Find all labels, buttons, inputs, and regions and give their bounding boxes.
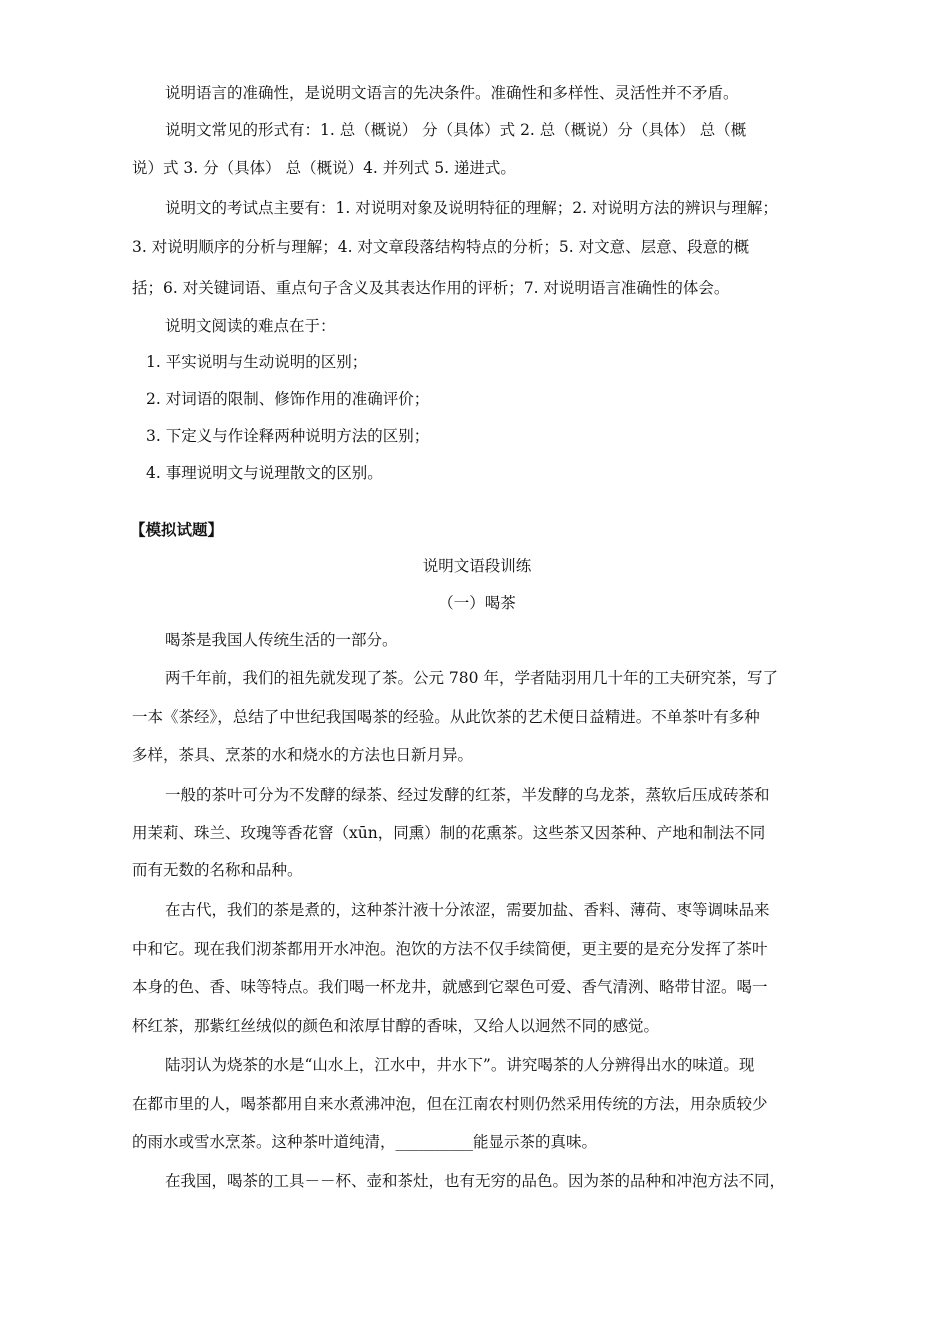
paragraph-6-line-1: 在我国，喝茶的工具－－杯、壶和茶灶，也有无穷的品色。因为茶的品种和冲泡方法不同，: [165, 1172, 786, 1190]
intro-line-1: 说明语言的准确性，是说明文语言的先决条件。准确性和多样性、灵活性并不矛盾。: [165, 84, 739, 102]
intro-line-6: 括；6. 对关键词语、重点句子含义及其表达作用的评析；7. 对说明语言准确性的体会。: [132, 279, 730, 297]
list-item: 2. 对词语的限制、修饰作用的准确评价；: [146, 390, 430, 408]
article-subtitle: （一）喝茶: [438, 594, 516, 612]
intro-line-4: 说明文的考试点主要有：1. 对说明对象及说明特征的理解；2. 对说明方法的辨识与理解；: [165, 199, 778, 217]
paragraph-3-line-2: 用茉莉、珠兰、玫瑰等香花窨（xūn，同熏）制的花熏茶。这些茶又因茶种、产地和制法不同: [132, 824, 766, 842]
paragraph-4-line-4: 杯红茶，那紫红丝绒似的颜色和浓厚甘醇的香味，又给人以迥然不同的感觉。: [132, 1017, 660, 1035]
paragraph-2-line-2: 一本《茶经》，总结了中世纪我国喝茶的经验。从此饮茶的艺术便日益精进。不单茶叶有多种: [132, 708, 760, 726]
paragraph-5-line-3: 的雨水或雪水烹茶。这种茶叶道纯清，__________能显示茶的真味。: [132, 1133, 598, 1151]
intro-line-2: 说明文常见的形式有：1. 总（概说） 分（具体）式 2. 总（概说）分（具体） 总（概: [165, 121, 747, 139]
section-heading: 【模拟试题】: [130, 521, 224, 539]
paragraph-5-line-2: 在都市里的人，喝茶都用自来水煮沸冲泡，但在江南农村则仍然采用传统的方法，用杂质较少: [132, 1095, 768, 1113]
list-item: 1. 平实说明与生动说明的区别；: [146, 353, 368, 371]
intro-line-5: 3. 对说明顺序的分析与理解；4. 对文章段落结构特点的分析；5. 对文意、层意、段意的概: [132, 238, 750, 256]
paragraph-4-line-1: 在古代，我们的茶是煮的，这种茶汁液十分浓涩，需要加盐、香料、薄荷、枣等调味品来: [165, 901, 770, 919]
list-item: 3. 下定义与作诠释两种说明方法的区别；: [146, 427, 430, 445]
intro-line-3: 说）式 3. 分（具体） 总（概说）4. 并列式 5. 递进式。: [132, 159, 516, 177]
paragraph-3-line-3: 而有无数的名称和品种。: [132, 861, 303, 879]
list-item: 4. 事理说明文与说理散文的区别。: [146, 464, 383, 482]
paragraph-4-line-2: 中和它。现在我们沏茶都用开水冲泡。泡饮的方法不仅手续简便，更主要的是充分发挥了茶叶: [132, 940, 768, 958]
paragraph-3-line-1: 一般的茶叶可分为不发酵的绿茶、经过发酵的红茶，半发酵的乌龙茶，蒸软后压成砖茶和: [165, 786, 770, 804]
paragraph-4-line-3: 本身的色、香、味等特点。我们喝一杯龙井，就感到它翠色可爱、香气清洌、略带甘涩。喝一: [132, 978, 768, 996]
paragraph-1: 喝茶是我国人传统生活的一部分。: [165, 631, 398, 649]
article-title: 说明文语段训练: [422, 557, 532, 575]
paragraph-2-line-1: 两千年前，我们的祖先就发现了茶。公元 780 年，学者陆羽用几十年的工夫研究茶，写了: [165, 669, 778, 687]
paragraph-2-line-3: 多样，茶具、烹茶的水和烧水的方法也日新月异。: [132, 746, 474, 764]
intro-line-7: 说明文阅读的难点在于：: [165, 317, 336, 335]
paragraph-5-line-1: 陆羽认为烧茶的水是“山水上，江水中，井水下”。讲究喝茶的人分辨得出水的味道。现: [165, 1056, 755, 1074]
